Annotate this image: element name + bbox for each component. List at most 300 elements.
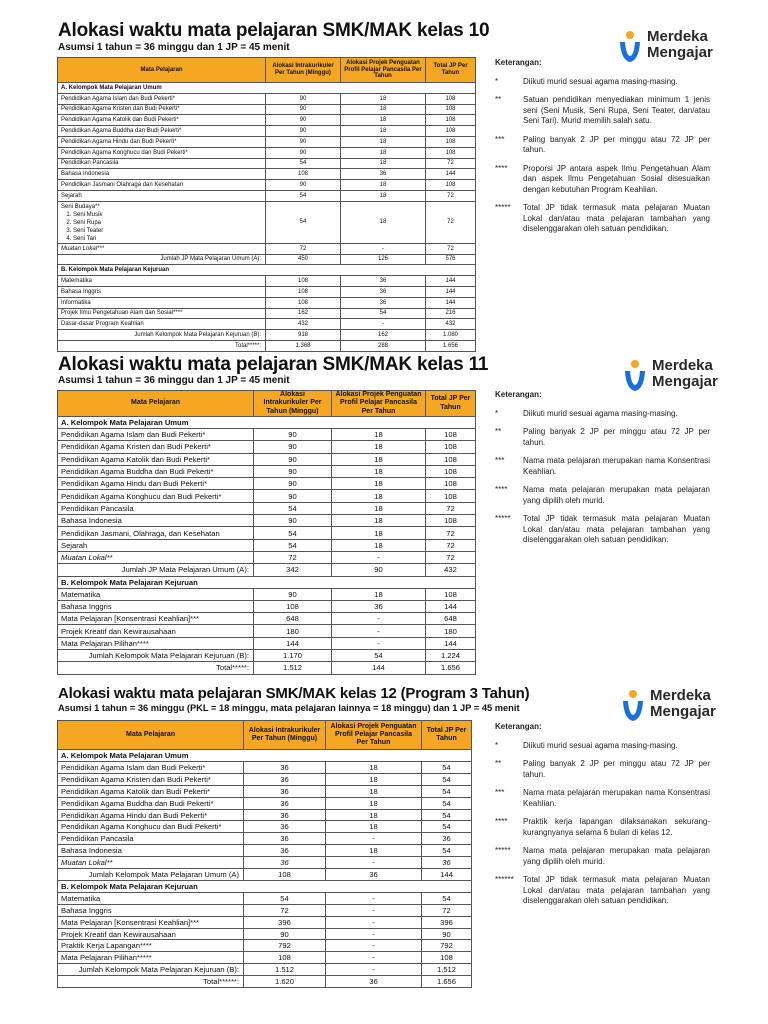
subject-cell: Pendidikan Agama Katolik dan Budi Pekerti* (58, 115, 266, 126)
value-cell: 18 (326, 845, 422, 857)
value-cell: 18 (332, 515, 426, 527)
value-cell: 18 (341, 180, 426, 191)
value-cell: 54 (422, 773, 472, 785)
value-cell: 90 (254, 515, 332, 527)
value-cell: 36 (341, 286, 426, 297)
value-cell: 54 (254, 502, 332, 514)
table-row (58, 429, 476, 441)
table-row (58, 502, 476, 514)
note-marker: **** (495, 163, 508, 173)
note-text: Diikuti murid sesuai agama masing-masing. (523, 740, 678, 750)
table-row-total: Total*****: 1.512 144 1.656 (58, 662, 476, 674)
value-cell: 18 (341, 136, 426, 147)
table-row (58, 126, 476, 137)
group-b-row: B. Kelompok Mata Pelajaran Kejuruan (58, 880, 472, 892)
value-cell: 108 (254, 600, 332, 612)
value-cell: 36 (244, 797, 326, 809)
table-row (58, 600, 476, 612)
brand-text: Merdeka Mengajar (652, 357, 718, 390)
value-cell: 36 (244, 809, 326, 821)
value-cell: 54 (422, 785, 472, 797)
table-row (58, 762, 472, 774)
value-cell: 72 (426, 190, 476, 201)
value-cell: 36 (341, 169, 426, 180)
note-marker: ** (495, 427, 502, 436)
value-cell: 36 (341, 276, 426, 287)
table-row-total: Total*****: 1.368 288 1.656 (58, 340, 476, 351)
table-row-sum-a: Jumlah JP Mata Pelajaran Umum (A): 342 90 432 (58, 564, 476, 576)
subject-cell: Mata Pelajaran [Konsentrasi Keahlian]*** (58, 916, 244, 928)
value-cell: 18 (332, 453, 426, 465)
note-item (495, 409, 710, 420)
value-cell: 72 (244, 904, 326, 916)
value-cell: 54 (254, 527, 332, 539)
table-row (58, 490, 476, 502)
value-cell: 18 (341, 115, 426, 126)
table-row (58, 297, 476, 308)
subject-cell: Pendidikan Pancasila (58, 158, 266, 169)
value-cell: 36 (341, 297, 426, 308)
brand-text: Merdeka Mengajar (647, 28, 713, 61)
note-marker: ***** (495, 514, 511, 523)
subject-cell: Praktik Kerja Lapangan**** (58, 940, 244, 952)
table-row-sum-a: Jumlah JP Mata Pelajaran Umum (A): 450 126 576 (58, 254, 476, 265)
note-text: Diikuti murid sesuai agama masing-masing. (523, 408, 678, 418)
subject-cell: Pendidikan Agama Konghucu dan Budi Pekerti* (58, 821, 244, 833)
subject-cell: Matematika (58, 276, 266, 287)
table-row-sum-a: Jumlah Kelompok Mata Pelajaran Umum (A) 108 36 144 (58, 869, 472, 881)
header-projek: Alokasi Projek Penguatan Profil Pelajar Pancasila Per Tahun (326, 721, 422, 750)
value-cell: 108 (426, 441, 476, 453)
kelas11-title: Alokasi waktu mata pelajaran SMK/MAK kelas 11 (58, 354, 489, 375)
value-cell: - (326, 904, 422, 916)
header-intrakurikuler: Alokasi Intrakurikuler Per Tahun (Minggu) (266, 58, 341, 83)
table-row (58, 613, 476, 625)
value-cell: 90 (266, 147, 341, 158)
subject-cell: Pendidikan Agama Hindu dan Budi Pekerti* (58, 478, 254, 490)
subject-cell: Pendidikan Agama Konghucu dan Budi Pekerti* (58, 147, 266, 158)
note-item (495, 427, 710, 448)
value-cell: 54 (266, 190, 341, 201)
kelas12-notes (495, 722, 710, 915)
subject-cell: Pendidikan Agama Buddha dan Budi Pekerti* (58, 797, 244, 809)
value-cell: 90 (254, 453, 332, 465)
value-cell: 18 (332, 490, 426, 502)
note-marker: * (495, 740, 499, 750)
subject-cell: Pendidikan Agama Hindu dan Budi Pekerti* (58, 136, 266, 147)
kelas12-table (57, 720, 472, 988)
value-cell: 90 (266, 104, 341, 115)
value-cell: 432 (266, 319, 341, 330)
note-item (495, 514, 710, 546)
table-row (58, 904, 472, 916)
note-item (495, 485, 710, 506)
table-row (58, 478, 476, 490)
subject-cell: Sejarah (58, 190, 266, 201)
subject-cell: Mata Pelajaran Pilihan**** (58, 637, 254, 649)
note-item (495, 817, 710, 838)
value-cell: 54 (422, 762, 472, 774)
value-cell: 90 (254, 478, 332, 490)
notes-title: Keterangan: (495, 390, 542, 399)
value-cell: 54 (244, 892, 326, 904)
kelas11-notes (495, 390, 710, 554)
table-row (58, 527, 476, 539)
table-row (58, 785, 472, 797)
brand-text: Merdeka Mengajar (650, 687, 716, 720)
value-cell: 144 (426, 600, 476, 612)
table-row (58, 136, 476, 147)
note-text: Paling banyak 2 JP per minggu atau 72 JP per tahun. (523, 759, 710, 779)
value-cell: 18 (326, 797, 422, 809)
note-item (495, 135, 710, 156)
subject-cell: Pendidikan Agama Katolik dan Budi Pekerti* (58, 785, 244, 797)
header-total-jp: Total JP Per Tahun (426, 58, 476, 83)
subject-cell: Bahasa Inggris (58, 286, 266, 297)
value-cell: 18 (326, 762, 422, 774)
value-cell: 18 (341, 190, 426, 201)
table-row (58, 190, 476, 201)
table-row (58, 773, 472, 785)
table-header (58, 391, 476, 417)
value-cell: 18 (341, 158, 426, 169)
value-cell: 36 (244, 833, 326, 845)
value-cell: 108 (266, 297, 341, 308)
table-row (58, 441, 476, 453)
kelas10-subtitle: Asumsi 1 tahun = 36 minggu dan 1 JP = 45 menit (58, 42, 290, 53)
note-item (495, 759, 710, 780)
value-cell: 18 (326, 785, 422, 797)
table-row (58, 147, 476, 158)
value-cell: 144 (426, 297, 476, 308)
table-row (58, 465, 476, 477)
header-total-jp: Total JP Per Tahun (426, 391, 476, 417)
note-marker: **** (495, 817, 508, 826)
value-cell: 36 (244, 762, 326, 774)
table-row-sum-b: Jumlah Kelompok Mata Pelajaran Kejuruan (B): 1.170 54 1.224 (58, 650, 476, 662)
note-text: Proporsi JP antara aspek Ilmu Pengetahuan Alam dan aspek Ilmu Pengetahuan Sosial disesuaikan dengan kebutuhan Program Keahlian. (523, 163, 710, 194)
table-row (58, 180, 476, 191)
value-cell: 18 (332, 527, 426, 539)
value-cell: 90 (266, 93, 341, 104)
value-cell: 144 (426, 286, 476, 297)
table-row (58, 93, 476, 104)
value-cell: 18 (341, 104, 426, 115)
table-row (58, 319, 476, 330)
header-projek: Alokasi Projek Penguatan Profil Pelajar Pancasila Per Tahun (341, 58, 426, 83)
value-cell: 90 (244, 928, 326, 940)
subject-cell: Pendidikan Agama Katolik dan Budi Pekerti* (58, 453, 254, 465)
value-cell: 108 (426, 104, 476, 115)
subject-cell: Pendidikan Agama Hindu dan Budi Pekerti* (58, 809, 244, 821)
group-a-row: A. Kelompok Mata Pelajaran Umum (58, 83, 476, 94)
value-cell: 648 (426, 613, 476, 625)
note-text: Diikuti murid sesuai agama masing-masing. (523, 76, 678, 86)
value-cell: 54 (422, 892, 472, 904)
table-row-total: Total******: 1.620 36 1.656 (58, 976, 472, 988)
header-mapel: Mata Pelajaran (58, 721, 244, 750)
note-marker: * (495, 408, 499, 418)
note-item (495, 741, 710, 752)
table-row (58, 952, 472, 964)
subject-cell: Mata Pelajaran [Konsentrasi Keahlian]*** (58, 613, 254, 625)
value-cell: 54 (266, 158, 341, 169)
header-intrakurikuler: Alokasi Intrakurikuler Per Tahun (Minggu) (244, 721, 326, 750)
subject-cell: Mata Pelajaran Pilihan***** (58, 952, 244, 964)
value-cell: 90 (254, 465, 332, 477)
value-cell: - (332, 637, 426, 649)
value-cell: 108 (266, 169, 341, 180)
notes-title: Keterangan: (495, 58, 542, 67)
subject-cell: Bahasa Inggris (58, 904, 244, 916)
value-cell: 36 (244, 821, 326, 833)
subject-cell: Matematika (58, 588, 254, 600)
group-a-row: A. Kelompok Mata Pelajaran Umum (58, 750, 472, 762)
value-cell: 108 (426, 429, 476, 441)
value-cell: 396 (244, 916, 326, 928)
value-cell: 72 (422, 904, 472, 916)
value-cell: 54 (341, 308, 426, 319)
value-cell: - (326, 892, 422, 904)
value-cell: 162 (266, 308, 341, 319)
value-cell: 36 (244, 785, 326, 797)
subject-cell: Bahasa Indonesia (58, 845, 244, 857)
note-marker: ****** (495, 875, 514, 884)
table-row (58, 115, 476, 126)
note-item (495, 456, 710, 477)
value-cell: 18 (341, 147, 426, 158)
kelas12-subtitle: Asumsi 1 tahun = 36 minggu (PKL = 18 minggu, mata pelajaran lainnya = 18 minggu) dan 1 JP = 45 menit (58, 703, 520, 713)
value-cell: 54 (422, 821, 472, 833)
value-cell: - (326, 833, 422, 845)
table-row (58, 821, 472, 833)
note-text: Satuan pendidikan menyediakan minimum 1 jenis seni (Seni Musik, Seni Rupa, Seni Teater, dan/atau Seni Tari). Murid memilih salah satu. (523, 95, 710, 125)
value-cell: 72 (426, 539, 476, 551)
value-cell: 36 (332, 600, 426, 612)
value-cell: 144 (426, 169, 476, 180)
note-text: Praktik kerja lapangan dilaksanakan sekurang-kurangnyanya selama 6 bulan di kelas 12. (523, 817, 710, 837)
subject-cell: Pendidikan Pancasila (58, 833, 244, 845)
note-text: Total JP tidak termasuk mata pelajaran Muatan Lokal dan/atau mata pelajaran tambahan yang diselenggarakan oleh satuan pendidikan. (523, 203, 710, 233)
value-cell: 18 (341, 126, 426, 137)
value-cell: 180 (254, 625, 332, 637)
value-cell: 72 (426, 158, 476, 169)
value-cell: 108 (426, 588, 476, 600)
subject-cell: Bahasa Indonesia (58, 515, 254, 527)
note-marker: ** (495, 759, 502, 768)
value-cell: 792 (422, 940, 472, 952)
subject-cell: Pendidikan Pancasila (58, 502, 254, 514)
table-row (58, 940, 472, 952)
subject-cell: Projek Ilmu Pengetahuan Alam dan Sosial**** (58, 308, 266, 319)
value-cell: 108 (426, 453, 476, 465)
table-row (58, 588, 476, 600)
value-cell: 648 (254, 613, 332, 625)
group-b-row: B. Kelompok Mata Pelajaran Kejuruan (58, 576, 476, 588)
value-cell: 72 (426, 502, 476, 514)
value-cell: 108 (244, 952, 326, 964)
value-cell: - (326, 940, 422, 952)
subject-cell: Sejarah (58, 539, 254, 551)
value-cell: 72 (426, 527, 476, 539)
kelas11-subtitle: Asumsi 1 tahun = 36 minggu dan 1 JP = 45 menit (58, 375, 290, 386)
note-marker: ** (495, 95, 502, 104)
subject-cell: Pendidikan Agama Buddha dan Budi Pekerti* (58, 465, 254, 477)
value-cell: 90 (254, 490, 332, 502)
subject-cell: Pendidikan Agama Konghucu dan Budi Pekerti* (58, 490, 254, 502)
value-cell: 108 (426, 478, 476, 490)
note-marker: **** (495, 485, 508, 494)
note-text: Paling banyak 2 JP per minggu atau 72 JP per tahun. (523, 134, 710, 154)
note-text: Nama mata pelajaran merupakan mata pelajaran yang dipilih oleh murid. (523, 846, 710, 866)
header-total-jp: Total JP Per Tahun (422, 721, 472, 750)
value-cell: 144 (426, 637, 476, 649)
subject-cell: Pendidikan Agama Islam dan Budi Pekerti* (58, 429, 254, 441)
note-marker: ***** (495, 846, 511, 855)
table-row-muatan-lokal: Muatan Lokal*** 72 - 72 (58, 243, 476, 254)
value-cell: 18 (332, 588, 426, 600)
note-text: Total JP tidak termasuk mata pelajaran Muatan Lokal dan/atau mata pelajaran tambahan yang diselenggarakan oleh satuan pendidikan. (523, 875, 710, 905)
value-cell: 216 (426, 308, 476, 319)
subject-cell: Bahasa Indonesia (58, 169, 266, 180)
note-item (495, 95, 710, 127)
value-cell: 90 (266, 115, 341, 126)
value-cell: 108 (266, 276, 341, 287)
subject-cell: Pendidikan Jasmani Olahraga dan Kesehatan (58, 180, 266, 191)
note-text: Total JP tidak termasuk mata pelajaran Muatan Lokal dan/atau mata pelajaran tambahan yang diselenggarakan oleh satuan pendidikan. (523, 514, 710, 544)
table-row (58, 276, 476, 287)
value-cell: 18 (332, 429, 426, 441)
table-row (58, 169, 476, 180)
note-text: Nama mata pelajaran merupakan nama Konsentrasi Keahlian. (523, 788, 710, 808)
table-row-sum-b: Jumlah Kelompok Mata Pelajaran Kejuruan (B): 918 162 1.080 (58, 330, 476, 341)
value-cell: 18 (326, 809, 422, 821)
value-cell: - (341, 319, 426, 330)
value-cell: 18 (332, 539, 426, 551)
table-row (58, 833, 472, 845)
value-cell: 108 (426, 515, 476, 527)
note-marker: *** (495, 456, 505, 465)
value-cell: 90 (254, 429, 332, 441)
table-row-seni-budaya: Seni Budaya** 1. Seni Musik 2. Seni Rupa 3. Seni Teater 4. Seni Tari 54 18 72 (58, 201, 476, 243)
value-cell: 108 (426, 180, 476, 191)
value-cell: 90 (266, 136, 341, 147)
table-row (58, 892, 472, 904)
note-item (495, 846, 710, 867)
kelas11-table (57, 390, 476, 675)
value-cell: 18 (332, 478, 426, 490)
value-cell: 54 (422, 809, 472, 821)
value-cell: 108 (426, 115, 476, 126)
value-cell: - (326, 952, 422, 964)
value-cell: 108 (422, 952, 472, 964)
table-row (58, 453, 476, 465)
value-cell: 108 (426, 93, 476, 104)
note-marker: * (495, 76, 499, 86)
header-mapel: Mata Pelajaran (58, 58, 266, 83)
note-text: Nama mata pelajaran merupakan mata pelajaran yang dipilih oleh murid. (523, 485, 710, 505)
kelas10-title: Alokasi waktu mata pelajaran SMK/MAK kelas 10 (58, 20, 490, 41)
subject-cell: Projek Kreatif dan Kewirausahaan (58, 928, 244, 940)
table-row-sum-b: Jumlah Kelompok Mata Pelajaran Kejuruan (B): 1.512 - 1.512 (58, 964, 472, 976)
note-item (495, 77, 710, 88)
value-cell: 18 (332, 465, 426, 477)
value-cell: 18 (332, 502, 426, 514)
value-cell: 36 (244, 773, 326, 785)
table-header (58, 58, 476, 83)
table-row (58, 539, 476, 551)
note-marker: ***** (495, 203, 511, 212)
subject-cell: Informatika (58, 297, 266, 308)
table-row-muatan-lokal: Muatan Lokal** 36 - 36 (58, 857, 472, 869)
value-cell: 54 (422, 797, 472, 809)
value-cell: 396 (422, 916, 472, 928)
table-row (58, 797, 472, 809)
table-row-muatan-lokal: Muatan Lokal** 72 - 72 (58, 551, 476, 563)
value-cell: 108 (266, 286, 341, 297)
value-cell: 18 (326, 773, 422, 785)
subject-cell: Pendidikan Agama Buddha dan Budi Pekerti* (58, 126, 266, 137)
note-marker: *** (495, 134, 505, 144)
note-marker: *** (495, 788, 505, 797)
value-cell: 108 (426, 465, 476, 477)
value-cell: 108 (426, 147, 476, 158)
subject-cell: Pendidikan Jasmani, Olahraga, dan Kesehatan (58, 527, 254, 539)
value-cell: 90 (266, 126, 341, 137)
notes-title: Keterangan: (495, 722, 542, 731)
value-cell: 54 (422, 845, 472, 857)
subject-cell: Pendidikan Agama Kristen dan Budi Pekerti* (58, 773, 244, 785)
header-mapel: Mata Pelajaran (58, 391, 254, 417)
value-cell: - (332, 625, 426, 637)
subject-cell: Pendidikan Agama Islam dan Budi Pekerti* (58, 93, 266, 104)
kelas12-brand-logo (620, 687, 730, 727)
note-item (495, 788, 710, 809)
merdeka-mengajar-logo-icon (620, 689, 646, 725)
value-cell: 36 (244, 845, 326, 857)
table-row (58, 928, 472, 940)
value-cell: 108 (426, 126, 476, 137)
table-row (58, 809, 472, 821)
value-cell: 432 (426, 319, 476, 330)
note-item (495, 164, 710, 196)
value-cell: 108 (426, 136, 476, 147)
note-text: Nama mata pelajaran merupakan nama Konsentrasi Keahlian. (523, 456, 710, 476)
group-b-row: B. Kelompok Mata Pelajaran Kejuruan (58, 265, 476, 276)
table-row (58, 308, 476, 319)
subject-cell: Pendidikan Agama Kristen dan Budi Pekerti* (58, 441, 254, 453)
value-cell: 144 (254, 637, 332, 649)
kelas10-notes (495, 58, 710, 243)
table-row (58, 845, 472, 857)
value-cell: 90 (266, 180, 341, 191)
subject-cell: Bahasa Inggris (58, 600, 254, 612)
note-item (495, 875, 710, 907)
subject-cell: Matematika (58, 892, 244, 904)
table-row (58, 286, 476, 297)
note-text: Paling banyak 2 JP per minggu atau 72 JP per tahun. (523, 427, 710, 447)
header-intrakurikuler: Alokasi Intrakurikuler Per Tahun (Minggu) (254, 391, 332, 417)
value-cell: 90 (254, 588, 332, 600)
value-cell: 108 (426, 490, 476, 502)
table-row (58, 916, 472, 928)
value-cell: 180 (426, 625, 476, 637)
value-cell: 792 (244, 940, 326, 952)
value-cell: 90 (254, 441, 332, 453)
header-projek: Alokasi Projek Penguatan Profil Pelajar Pancasila Per Tahun (332, 391, 426, 417)
subject-cell: Projek Kreatif dan Kewirausahaan (58, 625, 254, 637)
table-row (58, 637, 476, 649)
